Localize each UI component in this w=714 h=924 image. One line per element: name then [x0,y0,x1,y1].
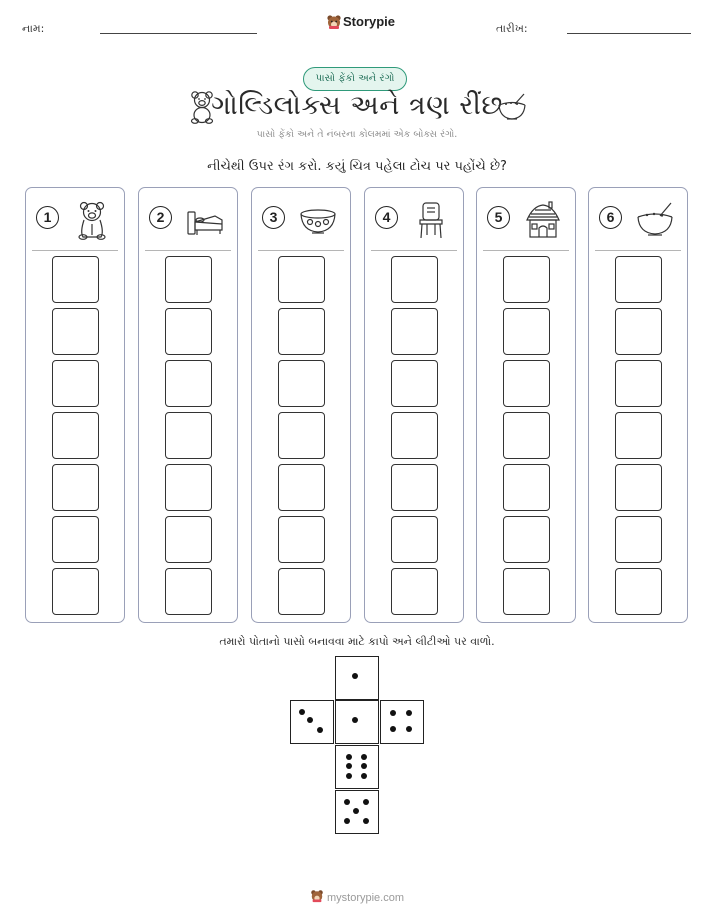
color-box[interactable] [165,568,212,615]
dice-face-bottom [335,790,379,834]
pip [390,710,396,716]
cottage-icon [523,200,563,240]
pip [361,754,367,760]
pip [390,726,396,732]
pip [361,773,367,779]
color-box[interactable] [391,256,438,303]
page-title: ગોલ્ડિલોક્સ અને ત્રણ રીંછ [211,90,503,121]
column-divider [483,250,569,251]
brand-logo [326,13,396,31]
color-box[interactable] [52,516,99,563]
footer-url[interactable]: mystorypie.com [326,892,405,904]
color-box[interactable] [615,568,662,615]
column-5 [476,187,576,623]
pip [353,808,359,814]
color-box[interactable] [615,256,662,303]
color-box[interactable] [278,256,325,303]
color-box[interactable] [278,568,325,615]
color-box[interactable] [165,360,212,407]
pip [317,727,323,733]
color-box[interactable] [278,464,325,511]
color-box[interactable] [503,360,550,407]
color-box[interactable] [52,412,99,459]
pip [344,818,350,824]
pip [352,673,358,679]
color-box[interactable] [52,308,99,355]
column-number: 3 [262,206,285,229]
color-box[interactable] [278,412,325,459]
pip [406,726,412,732]
column-divider [145,250,231,251]
color-box[interactable] [278,516,325,563]
bowl-icon [298,200,338,240]
dice-face-right [380,700,424,744]
date-label: તારીખ: [496,22,528,35]
column-divider [595,250,681,251]
brand-name: Storypie [343,14,396,29]
pip [363,799,369,805]
column-4 [364,187,464,623]
pip [346,754,352,760]
color-box[interactable] [503,568,550,615]
bear-icon [72,200,112,240]
color-box[interactable] [503,464,550,511]
color-box[interactable] [165,256,212,303]
color-box[interactable] [278,308,325,355]
column-number: 6 [599,206,622,229]
color-box[interactable] [503,516,550,563]
dice-net [290,656,424,834]
color-box[interactable] [391,308,438,355]
pip [344,799,350,805]
dice-face-top [335,656,379,700]
color-box[interactable] [615,308,662,355]
color-box[interactable] [165,516,212,563]
dice-face-left [290,700,334,744]
color-box[interactable] [52,360,99,407]
color-box[interactable] [165,308,212,355]
column-3 [251,187,351,623]
column-divider [32,250,118,251]
color-box[interactable] [52,464,99,511]
porridge-bowl-icon [496,92,528,122]
porridge-bowl-icon [635,200,675,240]
column-number: 4 [375,206,398,229]
pip [299,709,305,715]
pip [346,773,352,779]
color-box[interactable] [503,308,550,355]
bear-logo-icon [310,889,324,903]
color-box[interactable] [391,568,438,615]
date-line [567,33,691,34]
color-box[interactable] [165,464,212,511]
column-number: 2 [149,206,172,229]
column-divider [258,250,344,251]
color-box[interactable] [615,516,662,563]
dice-face-lower [335,745,379,789]
color-box[interactable] [391,516,438,563]
dice-instruction: તમારો પોતાનો પાસો બનાવવા માટે કાપો અને લીટીઓ પર વાળો. [219,635,495,648]
color-box[interactable] [52,256,99,303]
color-box[interactable] [503,412,550,459]
pip [346,763,352,769]
name-line [100,33,257,34]
bed-icon [185,200,225,240]
color-box[interactable] [615,464,662,511]
pip [307,717,313,723]
color-box[interactable] [615,360,662,407]
column-number: 5 [487,206,510,229]
column-1 [25,187,125,623]
color-box[interactable] [391,464,438,511]
instructions-subtitle: પાસો ફેંકો અને તે નંબરના કોલમમાં એક બોક્સ રંગો. [256,129,458,140]
color-box[interactable] [278,360,325,407]
color-box[interactable] [391,412,438,459]
dice-face-center [335,700,379,744]
color-box[interactable] [165,412,212,459]
question-text: નીચેથી ઉપર રંગ કરો. કયું ચિત્ર પહેલા ટોચ પર પહોંચે છે? [207,159,507,174]
pip [363,818,369,824]
pip [406,710,412,716]
color-box[interactable] [52,568,99,615]
column-2 [138,187,238,623]
column-6 [588,187,688,623]
bear-logo-icon [326,14,342,30]
footer [0,889,714,904]
activity-pill: પાસો ફેંકો અને રંગો [303,67,407,91]
column-number: 1 [36,206,59,229]
color-box[interactable] [615,412,662,459]
pip [361,763,367,769]
column-divider [371,250,457,251]
name-label: નામ: [22,22,45,35]
chair-icon [411,200,451,240]
color-box[interactable] [503,256,550,303]
color-box[interactable] [391,360,438,407]
pip [352,717,358,723]
